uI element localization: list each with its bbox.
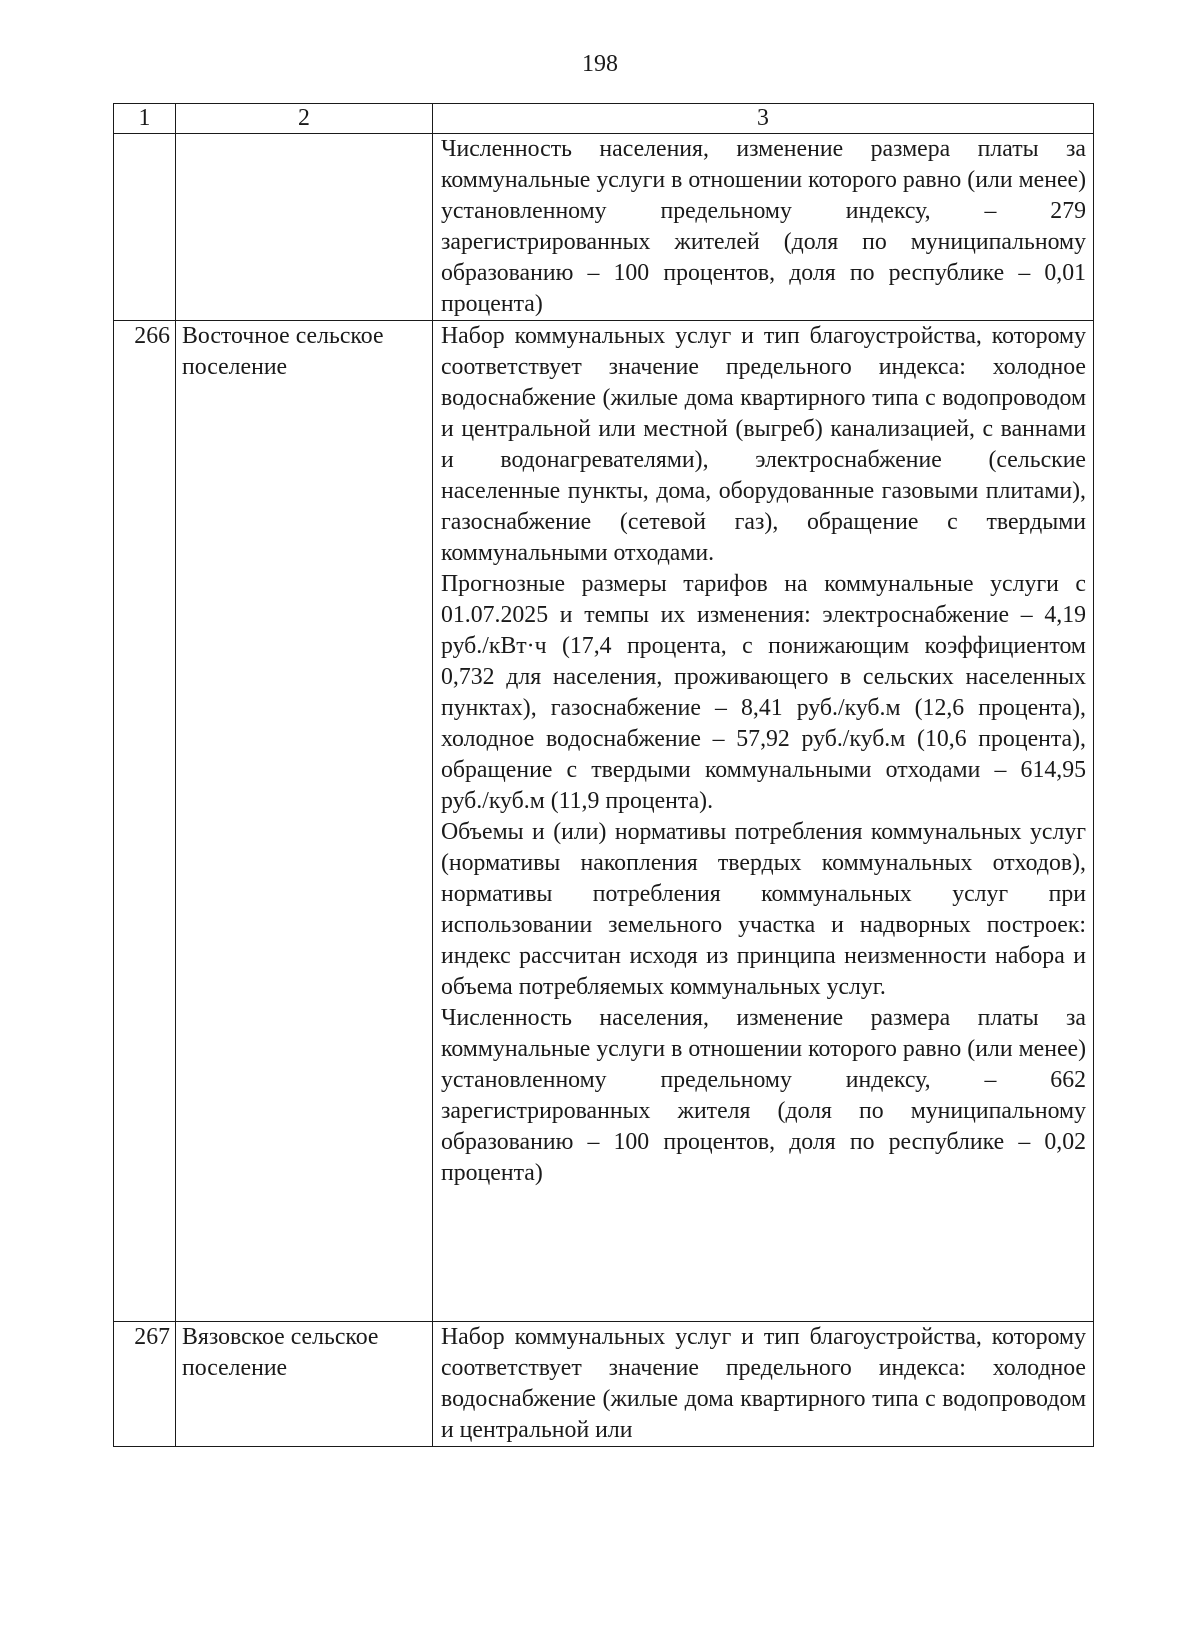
settlement-name: Вязовское сельское поселение	[176, 1322, 433, 1447]
table-header-row	[114, 104, 1094, 134]
column-header-2: 2	[176, 104, 433, 134]
column-header-3: 3	[433, 104, 1094, 134]
paragraph: Объемы и (или) нормативы потребления коммунальных услуг (нормативы накопления твердых коммунальных отходов), нормативы потребления коммунальных услуг при использовании земельного участка и надворных построек: индекс рассчитан исходя из принципа неизменности набора и объема потребляемых коммунальных услуг.	[441, 819, 1086, 1000]
row-description	[433, 134, 1094, 321]
table-row	[114, 134, 1094, 321]
settlement-name: Восточное сельское поселение	[176, 321, 433, 1322]
paragraph: Прогнозные размеры тарифов на коммунальные услуги с 01.07.2025 и темпы их изменения: электроснабжение – 4,19 руб./кВт·ч (17,4 процента, с понижающим коэффициентом 0,732 для населения, проживающего в сельских населенных пунктах), газоснабжение – 8,41 руб./куб.м (12,6 процента), холодное водоснабжение – 57,92 руб./куб.м (10,6 процента), обращение с твердыми коммунальными отходами – 614,95 руб./куб.м (11,9 процента).	[441, 571, 1086, 814]
paragraph: Численность населения, изменение размера платы за коммунальные услуги в отношении которого равно (или менее) установленному предельному индексу, – 662 зарегистрированных жителя (доля по муниципальному образованию – 100 процентов, доля по республике – 0,02 процента)	[441, 1005, 1086, 1186]
page-number: 198	[582, 51, 618, 77]
paragraph: Набор коммунальных услуг и тип благоустройства, которому соответствует значение предельного индекса: холодное водоснабжение (жилые дома квартирного типа с водопроводом и центральной или местной (выгреб) канализацией, с ваннами и водонагревателями), электроснабжение (сельские населенные пункты, дома, оборудованные газовыми плитами), газоснабжение (сетевой газ), обращение с твердыми коммунальными отходами.	[441, 323, 1086, 566]
table-row	[114, 321, 1094, 1322]
table-row	[114, 1322, 1094, 1447]
column-header-1: 1	[114, 104, 176, 134]
paragraph: Численность населения, изменение размера платы за коммунальные услуги в отношении которого равно (или менее) установленному предельному индексу, – 279 зарегистрированных жителей (доля по муниципальному образованию – 100 процентов, доля по республике – 0,01 процента)	[441, 136, 1086, 317]
tariff-index-table	[113, 103, 1094, 1447]
row-number: 267	[114, 1322, 176, 1447]
paragraph: Набор коммунальных услуг и тип благоустройства, которому соответствует значение предельного индекса: холодное водоснабжение (жилые дома квартирного типа с водопроводом и центральной или	[441, 1324, 1086, 1443]
row-number: 266	[114, 321, 176, 1322]
row-description	[433, 1322, 1094, 1447]
row-description	[433, 321, 1094, 1322]
row-number	[114, 134, 176, 321]
settlement-name	[176, 134, 433, 321]
